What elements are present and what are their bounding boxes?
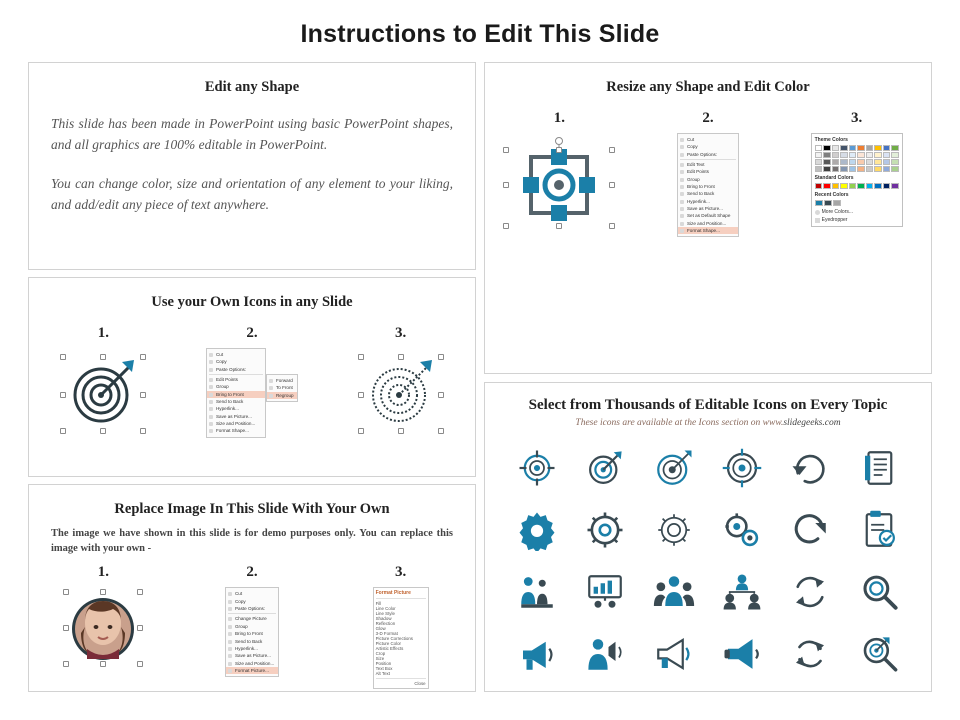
pane-section-size[interactable]: Size xyxy=(375,656,385,662)
pane-section-linestyle[interactable]: Line Style xyxy=(375,611,395,617)
panel-title-edit-shape: Edit any Shape xyxy=(204,79,300,95)
own-icons-step-3: 3. xyxy=(395,325,407,341)
icon-cell[interactable] xyxy=(571,564,639,620)
search-target-icon xyxy=(858,633,900,675)
resize-step-2: 2. xyxy=(702,110,714,126)
handle-bottom-right[interactable] xyxy=(609,223,615,229)
menu-item-paste-options[interactable]: Paste Options: xyxy=(226,605,278,612)
magnifier-icon xyxy=(858,571,900,613)
icon-cell[interactable] xyxy=(571,440,639,496)
handle-mid-right[interactable] xyxy=(137,625,143,631)
subtitle-brand: slidegeeks.com xyxy=(783,418,841,428)
handle-top-left[interactable] xyxy=(63,589,69,595)
swatch[interactable] xyxy=(883,183,891,189)
swatch[interactable] xyxy=(832,152,840,158)
resize-shot-context-menu xyxy=(634,133,781,237)
panel-title-replace-image: Replace Image In This Slide With Your Own xyxy=(114,501,390,517)
theme-swatch-row-2[interactable] xyxy=(815,152,899,158)
panel-edit-any-shape xyxy=(28,62,476,270)
person-speaking-icon xyxy=(584,633,626,675)
selection-frame xyxy=(503,133,615,243)
panel-title-own-icons: Use your Own Icons in any Slide xyxy=(151,294,353,310)
handle-bottom-center[interactable] xyxy=(556,223,562,229)
swatch[interactable] xyxy=(823,145,831,151)
submenu-item-bring-forward[interactable]: Forward xyxy=(267,377,297,384)
pane-section-3dformat[interactable]: 3-D Format xyxy=(375,631,398,637)
pane-divider-2 xyxy=(376,678,426,679)
swatch[interactable] xyxy=(883,166,891,172)
reload-arrow-icon xyxy=(789,509,831,551)
theme-swatch-row-4[interactable] xyxy=(815,166,899,172)
eyedropper-icon xyxy=(815,218,820,223)
handle-top-left[interactable] xyxy=(358,354,364,360)
recent-swatch-row[interactable] xyxy=(815,200,899,206)
swatch[interactable] xyxy=(840,159,848,165)
handle-top-right[interactable] xyxy=(137,589,143,595)
swatch[interactable] xyxy=(874,145,882,151)
handle-mid-right[interactable] xyxy=(609,182,615,188)
palette-icon xyxy=(815,210,820,215)
handle-mid-left[interactable] xyxy=(60,392,66,398)
swatch[interactable] xyxy=(823,166,831,172)
menu-item-paste-options[interactable]: Paste Options: xyxy=(207,366,265,373)
recycle-arrows-icon xyxy=(789,633,831,675)
menu-item-cut[interactable]: Cut xyxy=(226,590,278,597)
menu-item-cut[interactable]: Cut xyxy=(678,136,738,143)
menu-item-copy[interactable]: Copy xyxy=(226,598,278,605)
pane-section-reflection[interactable]: Reflection xyxy=(375,621,396,627)
icon-grid xyxy=(503,440,913,682)
context-menu-mock[interactable] xyxy=(225,587,279,677)
menu-item-group[interactable]: Group xyxy=(226,623,278,630)
icon-cell[interactable] xyxy=(776,626,844,682)
swatch[interactable] xyxy=(883,159,891,165)
pane-close-button[interactable]: Close xyxy=(414,681,426,687)
handle-bottom-left[interactable] xyxy=(358,428,364,434)
menu-item-save-as-picture[interactable]: Save as Picture... xyxy=(678,205,738,212)
edit-shape-paragraph-1: This slide has been made in PowerPoint using basic PowerPoint shapes, and all graphics are 100% editable in PowerPoint. xyxy=(51,116,453,152)
menu-item-group[interactable]: Group xyxy=(678,176,738,183)
menu-item-size-position[interactable]: Size and Position... xyxy=(678,220,738,227)
swatch[interactable] xyxy=(849,166,857,172)
pane-section-textbox[interactable]: Text Box xyxy=(375,666,393,672)
swatch[interactable] xyxy=(815,152,823,158)
pane-section-shadow[interactable]: Shadow xyxy=(375,616,392,622)
standard-colors-header: Standard Colors xyxy=(814,175,854,181)
icon-cell[interactable] xyxy=(503,440,571,496)
selection-frame-photo xyxy=(63,587,143,667)
megaphone-icon xyxy=(516,633,558,675)
more-colors-label: More Colors... xyxy=(821,209,854,215)
theme-colors-header: Theme Colors xyxy=(814,137,848,143)
swatch[interactable] xyxy=(840,183,848,189)
swatch[interactable] xyxy=(857,166,865,172)
handle-bottom-center[interactable] xyxy=(398,428,404,434)
subtitle-prefix: These icons are available at the Icons section on www. xyxy=(575,418,784,428)
icon-cell[interactable] xyxy=(503,626,571,682)
icon-cell[interactable] xyxy=(845,440,913,496)
swatch[interactable] xyxy=(832,145,840,151)
swatch[interactable] xyxy=(891,166,899,172)
edit-shape-paragraph-2: You can change color, size and orientation of any element to your liking, and add/edit any piece of text anywhere. xyxy=(51,175,453,212)
panel-title-resize-shape: Resize any Shape and Edit Color xyxy=(606,79,810,95)
target-scope-icon xyxy=(721,447,763,489)
format-picture-pane[interactable] xyxy=(373,587,429,689)
handle-top-left[interactable] xyxy=(60,354,66,360)
menu-item-format-picture[interactable]: Format Picture... xyxy=(226,667,278,674)
menu-item-format-shape[interactable]: Format Shape... xyxy=(678,227,738,234)
panel-replace-image xyxy=(28,484,476,692)
swatch[interactable] xyxy=(849,145,857,151)
menu-item-copy[interactable]: Copy xyxy=(678,143,738,150)
swatch[interactable] xyxy=(857,183,865,189)
replace-image-step-1: 1. xyxy=(97,564,109,581)
panel-title-editable-icons: Select from Thousands of Editable Icons on Every Topic xyxy=(528,397,888,413)
people-podium-icon xyxy=(516,571,558,613)
portrait-photo-icon xyxy=(63,587,143,667)
standard-swatch-row[interactable] xyxy=(815,183,899,189)
gears-double-icon xyxy=(721,509,763,551)
handle-mid-left[interactable] xyxy=(503,182,509,188)
menu-item-copy[interactable]: Copy xyxy=(207,358,265,365)
menu-item-change-picture[interactable]: Change Picture xyxy=(226,615,278,622)
icon-cell[interactable] xyxy=(845,502,913,558)
icon-cell[interactable] xyxy=(640,440,708,496)
menu-item-hyperlink[interactable]: Hyperlink... xyxy=(226,645,278,652)
checklist-document-icon xyxy=(858,509,900,551)
menu-item-save-as-picture[interactable]: Save as Picture... xyxy=(207,413,265,420)
menu-item-hyperlink[interactable]: Hyperlink... xyxy=(207,405,265,412)
menu-separator xyxy=(209,374,263,375)
icon-cell[interactable] xyxy=(845,564,913,620)
swatch[interactable] xyxy=(866,152,874,158)
pane-section-line[interactable]: Line Color xyxy=(375,606,396,612)
selection-frame-target xyxy=(60,348,146,434)
icon-cell[interactable] xyxy=(571,626,639,682)
menu-item-send-to-back[interactable]: Send to Back xyxy=(226,638,278,645)
context-menu-mock[interactable] xyxy=(677,133,739,237)
swatch[interactable] xyxy=(833,200,841,206)
menu-separator xyxy=(680,159,736,160)
bullhorn-icon xyxy=(653,633,695,675)
editable-icons-subtitle xyxy=(485,418,931,428)
menu-item-bring-to-front[interactable]: Bring to Front xyxy=(226,630,278,637)
org-chart-team-icon xyxy=(721,571,763,613)
swatch[interactable] xyxy=(815,145,823,151)
handle-top-center[interactable] xyxy=(100,354,106,360)
gear-outline-icon xyxy=(584,509,626,551)
presentation-team-icon xyxy=(584,571,626,613)
own-icons-shot-context-menu xyxy=(178,348,325,438)
own-icons-step-2: 2. xyxy=(246,325,258,341)
own-icons-step-numbers xyxy=(29,325,475,342)
recent-colors-header: Recent Colors xyxy=(814,192,849,198)
swatch[interactable] xyxy=(832,166,840,172)
own-icons-step-1: 1. xyxy=(97,325,109,341)
announcement-megaphone-icon xyxy=(721,633,763,675)
swatch[interactable] xyxy=(883,152,891,158)
swatch[interactable] xyxy=(815,159,823,165)
panel-editable-icons xyxy=(484,382,932,692)
replace-image-step-images xyxy=(29,587,475,689)
handle-top-center[interactable] xyxy=(398,354,404,360)
handle-top-right[interactable] xyxy=(609,147,615,153)
handle-mid-right[interactable] xyxy=(140,392,146,398)
swatch[interactable] xyxy=(866,145,874,151)
swatch[interactable] xyxy=(840,145,848,151)
menu-item-bring-to-front[interactable]: Bring to Front xyxy=(678,183,738,190)
menu-item-set-default-shape[interactable]: Set as Default Shape xyxy=(678,212,738,219)
handle-bottom-right[interactable] xyxy=(140,428,146,434)
icon-cell[interactable] xyxy=(776,502,844,558)
resize-shot-selected-shape xyxy=(486,133,633,243)
swatch[interactable] xyxy=(840,152,848,158)
resize-step-3: 3. xyxy=(851,110,863,126)
theme-swatch-row-3[interactable] xyxy=(815,159,899,165)
target-arrow-dotted-icon xyxy=(358,348,444,434)
handle-top-center[interactable] xyxy=(556,147,562,153)
swatch[interactable] xyxy=(857,159,865,165)
replace-image-step-2: 2. xyxy=(246,564,258,581)
icon-cell[interactable] xyxy=(640,502,708,558)
handle-top-left[interactable] xyxy=(503,147,509,153)
icon-cell[interactable] xyxy=(503,502,571,558)
menu-item-edit-text[interactable]: Edit Text xyxy=(678,161,738,168)
swatch[interactable] xyxy=(874,166,882,172)
target-arrow-icon xyxy=(60,348,146,434)
theme-colors-panel[interactable] xyxy=(811,133,903,227)
icon-cell[interactable] xyxy=(845,626,913,682)
swatch[interactable] xyxy=(891,145,899,151)
swatch[interactable] xyxy=(891,183,899,189)
handle-top-right[interactable] xyxy=(438,354,444,360)
handle-bottom-left[interactable] xyxy=(60,428,66,434)
more-colors-row[interactable] xyxy=(815,209,899,215)
submenu-item-bring-front[interactable]: To Front xyxy=(267,384,297,391)
icon-cell[interactable] xyxy=(503,564,571,620)
panel-resize-shape xyxy=(484,62,932,374)
icon-cell[interactable] xyxy=(640,626,708,682)
pane-section-fill[interactable]: Fill xyxy=(375,601,382,607)
icon-cell[interactable] xyxy=(708,626,776,682)
own-icons-step-images xyxy=(29,348,475,438)
swatch[interactable] xyxy=(824,200,832,206)
handle-bottom-center[interactable] xyxy=(100,428,106,434)
swatch[interactable] xyxy=(832,183,840,189)
icon-cell[interactable] xyxy=(708,564,776,620)
swatch[interactable] xyxy=(849,183,857,189)
submenu-mock[interactable] xyxy=(266,374,298,402)
swatch[interactable] xyxy=(849,159,857,165)
context-menu-with-submenu xyxy=(206,348,298,438)
submenu-item-regroup[interactable]: Regroup xyxy=(267,392,297,399)
pane-section-crop[interactable]: Crop xyxy=(375,651,386,657)
icon-cell[interactable] xyxy=(708,502,776,558)
eyedropper-label: Eyedropper xyxy=(821,217,848,223)
pane-section-alttext[interactable]: Alt Text xyxy=(375,671,390,677)
selection-frame-target-dotted xyxy=(358,348,444,434)
replace-image-shot-photo xyxy=(30,587,177,667)
menu-item-group[interactable]: Group xyxy=(207,383,265,390)
swatch[interactable] xyxy=(866,159,874,165)
menu-item-bring-to-front[interactable]: Bring to Front xyxy=(207,391,265,398)
swatch[interactable] xyxy=(891,159,899,165)
menu-item-size-position[interactable]: Size and Position... xyxy=(207,420,265,427)
swatch[interactable] xyxy=(857,152,865,158)
replace-image-shot-format-pane xyxy=(327,587,474,689)
menu-item-hyperlink[interactable]: Hyperlink... xyxy=(678,198,738,205)
swatch[interactable] xyxy=(866,183,874,189)
icon-cell[interactable] xyxy=(708,440,776,496)
gear-thin-icon xyxy=(653,509,695,551)
swatch[interactable] xyxy=(823,183,831,189)
menu-item-send-to-back[interactable]: Send to Back xyxy=(207,398,265,405)
swatch[interactable] xyxy=(857,145,865,151)
replace-image-shot-context-menu xyxy=(178,587,325,677)
panel-own-icons xyxy=(28,277,476,477)
icon-cell[interactable] xyxy=(571,502,639,558)
own-icons-shot-target-dotted xyxy=(327,348,474,434)
context-menu-mock[interactable] xyxy=(206,348,266,438)
theme-swatch-row-1[interactable] xyxy=(815,145,899,151)
swatch[interactable] xyxy=(874,183,882,189)
menu-item-format-shape[interactable]: Format Shape... xyxy=(207,427,265,434)
handle-top-center[interactable] xyxy=(100,589,106,595)
swatch[interactable] xyxy=(823,152,831,158)
format-pane-title: Format Picture xyxy=(375,590,411,597)
handle-mid-right[interactable] xyxy=(438,392,444,398)
menu-item-save-as-picture[interactable]: Save as Picture... xyxy=(226,652,278,659)
own-icons-shot-target-selected xyxy=(30,348,177,434)
swatch[interactable] xyxy=(823,159,831,165)
swatch[interactable] xyxy=(891,152,899,158)
menu-item-send-to-back[interactable]: Send to Back xyxy=(678,190,738,197)
swatch[interactable] xyxy=(815,200,823,206)
icon-cell[interactable] xyxy=(776,440,844,496)
pane-section-position[interactable]: Position xyxy=(375,661,392,667)
target-crosshair-icon xyxy=(516,447,558,489)
group-people-icon xyxy=(653,571,695,613)
menu-separator xyxy=(228,613,276,614)
resize-step-numbers xyxy=(485,110,931,127)
icon-cell[interactable] xyxy=(776,564,844,620)
pane-section-glow[interactable]: Glow xyxy=(375,626,386,632)
handle-bottom-right[interactable] xyxy=(137,661,143,667)
pane-section-picturecolor[interactable]: Picture Color xyxy=(375,641,402,647)
menu-item-edit-points[interactable]: Edit Points xyxy=(678,168,738,175)
pane-section-picturecorr[interactable]: Picture Corrections xyxy=(375,636,413,642)
document-lines-icon xyxy=(858,447,900,489)
handle-mid-left[interactable] xyxy=(358,392,364,398)
handle-bottom-right[interactable] xyxy=(438,428,444,434)
sync-arrows-icon xyxy=(789,571,831,613)
resize-step-1: 1. xyxy=(553,110,565,126)
swatch[interactable] xyxy=(815,166,823,172)
menu-item-paste-options[interactable]: Paste Options: xyxy=(678,151,738,158)
swatch[interactable] xyxy=(874,152,882,158)
pane-section-artistic[interactable]: Artistic Effects xyxy=(375,646,404,652)
icon-cell[interactable] xyxy=(640,564,708,620)
handle-bottom-center[interactable] xyxy=(100,661,106,667)
eyedropper-row[interactable] xyxy=(815,217,899,223)
menu-item-cut[interactable]: Cut xyxy=(207,351,265,358)
swatch[interactable] xyxy=(832,159,840,165)
replace-image-step-numbers xyxy=(29,564,475,581)
bullseye-dart-icon xyxy=(653,447,695,489)
swatch[interactable] xyxy=(874,159,882,165)
handle-mid-left[interactable] xyxy=(63,625,69,631)
replace-image-note: The image we have shown in this slide is for demo purposes only. You can replace this image with your own - xyxy=(51,528,453,555)
menu-item-edit-points[interactable]: Edit Points xyxy=(207,376,265,383)
handle-top-right[interactable] xyxy=(140,354,146,360)
resize-step-images xyxy=(485,133,931,243)
swatch[interactable] xyxy=(840,166,848,172)
refresh-arrow-icon xyxy=(789,447,831,489)
target-arrow-icon xyxy=(584,447,626,489)
swatch[interactable] xyxy=(815,183,823,189)
handle-bottom-left[interactable] xyxy=(63,661,69,667)
replace-image-step-3: 3. xyxy=(395,564,407,581)
resize-shot-theme-colors xyxy=(783,133,930,227)
page-title: Instructions to Edit This Slide xyxy=(300,20,660,48)
gear-solid-icon xyxy=(516,509,558,551)
menu-item-size-position[interactable]: Size and Position... xyxy=(226,660,278,667)
handle-bottom-left[interactable] xyxy=(503,223,509,229)
swatch[interactable] xyxy=(866,166,874,172)
pane-divider xyxy=(376,598,426,599)
swatch[interactable] xyxy=(849,152,857,158)
swatch[interactable] xyxy=(883,145,891,151)
